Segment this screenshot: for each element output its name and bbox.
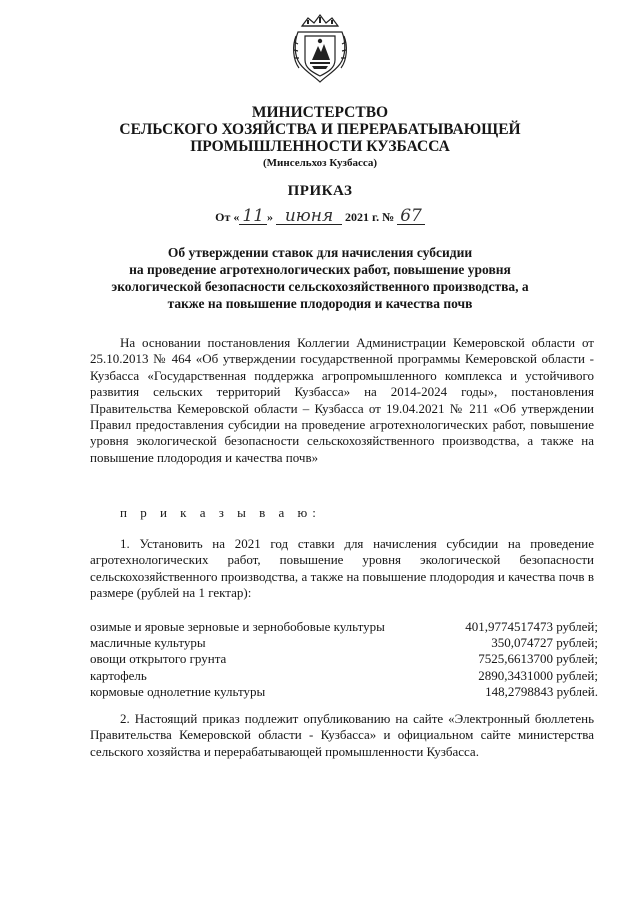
date-prefix: От « bbox=[215, 210, 240, 224]
rate-row bbox=[90, 684, 598, 700]
preamble-paragraph: На основании постановления Коллегии Администрации Кемеровской области от 25.10.2013 № 464 «Об утверждении государственной программы Кемеровской области - Кузбасса «Государственная поддержка агропромышленного комплекса и устойчивого развития сельских территорий Кузбасса» на 2014-2024 годы», постановления Правительства Кемеровской области – Кузбасса от 19.04.2021 № 211 «Об утверждении Правил предоставления субсидии на проведение агротехнологических работ, повышение уровня экологической безопасности сельскохозяйственного производства, а также на повышение плодородия и качества почв» bbox=[90, 335, 594, 465]
ministry-line-3: ПРОМЫШЛЕННОСТИ КУЗБАССА bbox=[190, 138, 450, 155]
rate-row bbox=[90, 651, 598, 667]
date-year-number-label: 2021 г. № bbox=[345, 210, 395, 224]
rate-value: 7525,6613700 рублей; bbox=[478, 651, 598, 667]
title-line-4: также на повышение плодородия и качества почв bbox=[167, 296, 473, 311]
handwritten-month: июня bbox=[276, 209, 342, 225]
title-line-1: Об утверждении ставок для начисления субсидии bbox=[167, 245, 473, 260]
rate-crop-name: масличные культуры bbox=[90, 635, 206, 651]
order-heading: ПРИКАЗ bbox=[287, 183, 353, 199]
title-line-3: экологической безопасности сельскохозяйственного производства, а bbox=[111, 279, 529, 294]
ministry-line-1: МИНИСТЕРСТВО bbox=[251, 104, 389, 121]
rate-row bbox=[90, 635, 598, 651]
orders-word: п р и к а з ы в а ю: bbox=[120, 505, 321, 520]
title-line-2: на проведение агротехнологических работ, повышение уровня bbox=[129, 262, 511, 277]
coat-of-arms-emblem bbox=[290, 12, 350, 86]
rate-value: 350,074727 рублей; bbox=[491, 635, 598, 651]
clause-2-paragraph: 2. Настоящий приказ подлежит опубликованию на сайте «Электронный бюллетень Правительства Кемеровской области - Кузбасса» и официальном сайте министерства сельского хозяйства и перерабатывающей промышленности Кузбасса. bbox=[90, 711, 594, 759]
rate-value: 2890,3431000 рублей; bbox=[478, 667, 598, 683]
rate-row bbox=[90, 619, 598, 635]
handwritten-order-number: 67 bbox=[397, 209, 425, 225]
ministry-abbreviation: (Минсельхоз Кузбасса) bbox=[262, 157, 378, 169]
ministry-name bbox=[0, 104, 640, 155]
date-mid: » bbox=[267, 210, 274, 224]
ministry-line-2: СЕЛЬСКОГО ХОЗЯЙСТВА И ПЕРЕРАБАТЫВАЮЩЕЙ bbox=[119, 121, 521, 138]
rate-crop-name: овощи открытого грунта bbox=[90, 651, 227, 667]
rates-list bbox=[90, 619, 598, 700]
rate-value: 148,2798843 рублей. bbox=[485, 683, 598, 699]
handwritten-day: 11 bbox=[239, 209, 267, 225]
clause-1-paragraph: 1. Установить на 2021 год ставки для начисления субсидии на проведение агротехнологических работ, повышение уровня экологической безопасности сельскохозяйственного производства, а также на повышение плодородия и качества почв в размере (рублей на 1 гектар): bbox=[90, 536, 594, 601]
rate-crop-name: кормовые однолетние культуры bbox=[90, 683, 266, 699]
order-date-line bbox=[0, 206, 640, 226]
rate-value: 401,9774517473 рублей; bbox=[465, 619, 598, 634]
order-title bbox=[70, 244, 570, 312]
rate-crop-name: картофель bbox=[90, 667, 147, 683]
rate-row bbox=[90, 668, 598, 684]
rate-crop-name: озимые и яровые зерновые и зернобобовые культуры bbox=[90, 619, 385, 634]
